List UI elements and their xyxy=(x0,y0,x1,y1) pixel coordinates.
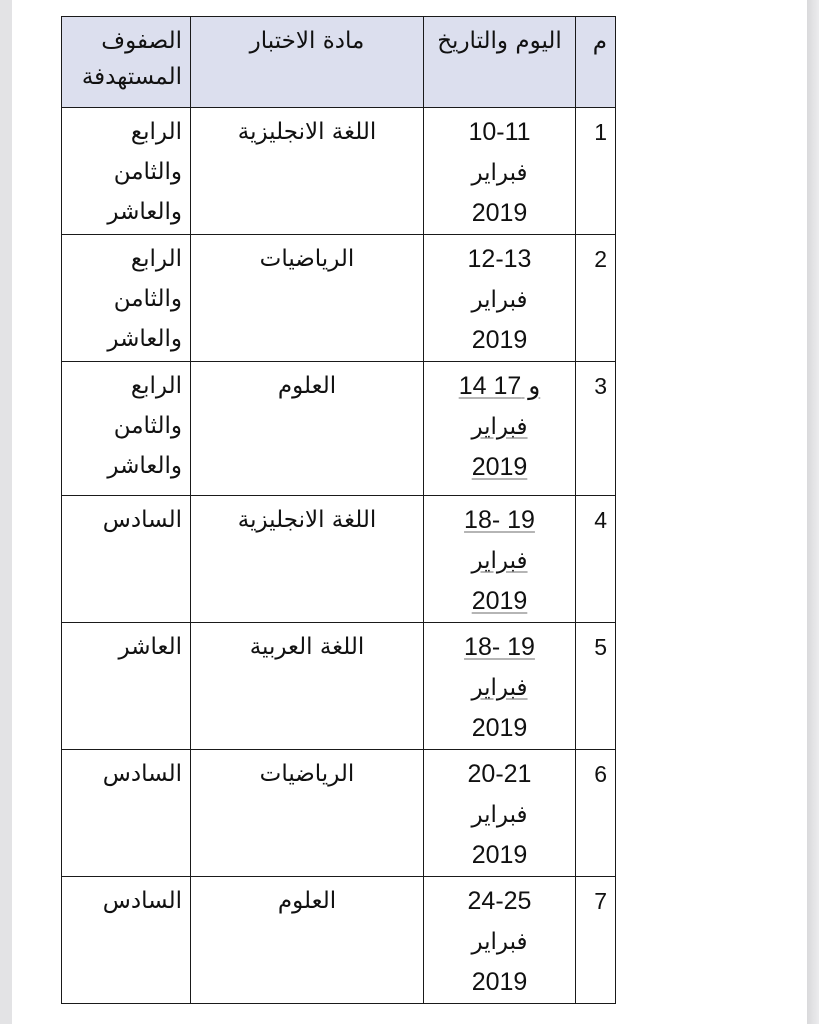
row-date xyxy=(424,496,576,623)
date-year: 2019 xyxy=(471,714,528,742)
row-subject: العلوم xyxy=(191,877,424,1004)
date-month: فبراير xyxy=(471,802,528,828)
table-row xyxy=(62,362,616,496)
row-subject: الرياضيات xyxy=(191,750,424,877)
row-number: 5 xyxy=(576,623,616,750)
date-days: 18- 19 xyxy=(464,506,535,534)
date-month: فبراير xyxy=(471,548,528,574)
date-year: 2019 xyxy=(471,199,528,227)
row-number: 4 xyxy=(576,496,616,623)
date-year: 2019 xyxy=(471,841,528,869)
row-date xyxy=(424,362,576,496)
row-subject: الرياضيات xyxy=(191,235,424,362)
date-month: فبراير xyxy=(471,160,528,186)
row-number: 2 xyxy=(576,235,616,362)
row-number: 3 xyxy=(576,362,616,496)
date-year: 2019 xyxy=(471,326,528,354)
table-row xyxy=(62,623,616,750)
row-number: 7 xyxy=(576,877,616,1004)
row-grades: السادس xyxy=(62,496,191,623)
row-date xyxy=(424,235,576,362)
row-grades: الرابع والثامن والعاشر xyxy=(62,362,191,496)
header-number: م xyxy=(576,17,616,108)
date-days: 24-25 xyxy=(467,887,532,915)
row-subject: اللغة العربية xyxy=(191,623,424,750)
date-month: فبراير xyxy=(471,929,528,955)
header-date: اليوم والتاريخ xyxy=(424,17,576,108)
row-grades: السادس xyxy=(62,750,191,877)
table-header-row xyxy=(62,17,616,108)
row-date xyxy=(424,108,576,235)
date-year: 2019 xyxy=(471,453,528,481)
row-grades: السادس xyxy=(62,877,191,1004)
row-grades: الرابع والثامن والعاشر xyxy=(62,108,191,235)
row-number: 1 xyxy=(576,108,616,235)
row-grades: الرابع والثامن والعاشر xyxy=(62,235,191,362)
date-days: 14 و 17 xyxy=(458,372,541,400)
date-year: 2019 xyxy=(471,587,528,615)
table-row xyxy=(62,235,616,362)
header-subject: مادة الاختبار xyxy=(191,17,424,108)
table-row xyxy=(62,750,616,877)
exam-schedule-table xyxy=(61,16,616,1004)
row-date xyxy=(424,750,576,877)
date-days: 10-11 xyxy=(468,118,531,146)
date-month: فبراير xyxy=(471,414,528,440)
date-days: 20-21 xyxy=(467,760,532,788)
date-year: 2019 xyxy=(471,968,528,996)
table-row xyxy=(62,496,616,623)
date-month: فبراير xyxy=(471,675,528,701)
row-date xyxy=(424,877,576,1004)
table-row xyxy=(62,877,616,1004)
row-grades: العاشر xyxy=(62,623,191,750)
page-edge-shadow xyxy=(807,0,819,1024)
date-days: 12-13 xyxy=(467,245,532,273)
table-row xyxy=(62,108,616,235)
date-month: فبراير xyxy=(471,287,528,313)
row-subject: اللغة الانجليزية xyxy=(191,496,424,623)
row-subject: اللغة الانجليزية xyxy=(191,108,424,235)
header-grades: الصفوف المستهدفة xyxy=(62,17,191,108)
row-date xyxy=(424,623,576,750)
date-days: 18- 19 xyxy=(464,633,535,661)
row-number: 6 xyxy=(576,750,616,877)
row-subject: العلوم xyxy=(191,362,424,496)
